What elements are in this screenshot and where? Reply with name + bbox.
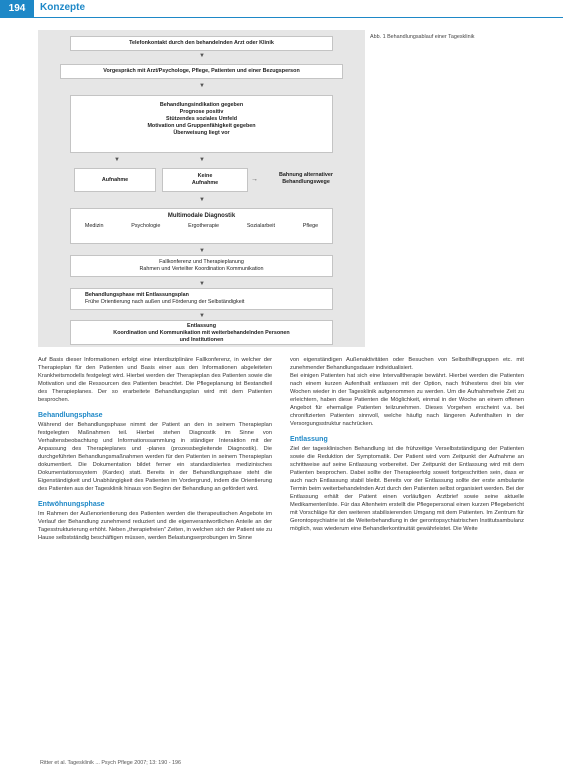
indikation-line: Prognose positiv <box>179 109 224 115</box>
flow-box-behandlungsphase <box>70 288 333 310</box>
flow-box-bahnung <box>263 168 349 192</box>
paragraph: Bei einigen Patienten hat sich eine Intervalltherapie bewährt. Hierbei werden die Patienten nach einem kurzen Aufenthalt entlassen mit der Option, nach frühestens drei bis vier Wochen wieder in der Tagesklinik aufgenommen zu werden. Um die Aufnahmefreie Zeit zu erleichtern, haben diese Patienten die Möglichkeit, einmal in der Woche an einem offenen Angebot für ehemalige Patienten teilzunehmen. Dieses Vorgehen erscheint v.a. bei chronifizierten Patienten sinnvoll, welche häufig nach längeren Aufenthalten in der Versorgungsstruktur nachrücken. <box>290 373 524 427</box>
paragraph: Während der Behandlungsphase nimmt der Patient an den in seinem Therapieplan festgelegten Maßnahmen teil. Hierbei stehen Diagnostik im Sinne von Verhaltensbeobachtung und Informationssammlung in ständiger Interaktion mit der Anpassung des Therapieplanes und -planes (prozessbegleitende Diagnostik). Die durchgeführten Behandlungsmaßnahmen werden für den Patienten in seinem Therapieplan dokumentiert. Die Dokumentation bildet ferner ein standardisiertes medizinisches Dokumentationssystem (Kardex) statt. Bereits in der Behandlungsphase steht die Eigenständigkeit und Unabhängigkeit des Patienten im Vordergrund, indem die Orientierung des Patienten aus der Tagesklinik hinaus von Beginn der Behandlung an gefördert wird. <box>38 422 272 492</box>
ent-line: Koordination und Kommunikation mit weiterbehandelnden Personen <box>113 330 290 336</box>
fall-line: Fallkonferenz und Therapieplanung <box>159 259 244 265</box>
header-rule <box>34 17 563 18</box>
beh-line: Frühe Orientierung nach außen und Förderung der Selbständigkeit <box>85 299 245 305</box>
diagnostik-item: Sozialarbeit <box>246 223 275 229</box>
flowchart <box>38 30 365 347</box>
indikation-line: Überweisung liegt vor <box>173 130 230 136</box>
flow-arrow: ▼ <box>199 248 205 254</box>
flow-arrow: ▼ <box>199 53 205 59</box>
flow-box-aufnahme: Aufnahme <box>74 168 156 192</box>
bahnung-line: Bahnung alternativer <box>279 172 333 178</box>
flow-arrow: ▼ <box>114 157 120 163</box>
flow-arrow: ▼ <box>199 313 205 319</box>
paragraph: Ziel der tagesklinischen Behandlung ist die frühzeitige Verselbstständigung der Patienten sowie die Reduktion der Symptomatik. Der Patient wird vom Zeitpunkt der Aufnahme an schrittweise auf seine Entlassung vorbereitet. Der Zeitpunkt der Entlassung wird mit dem Patienten besprochen. Dabei sollte der Therapieerfolg soweit fortgeschritten sein, dass er auch nach Entlassung stabil bleibt. Bereits vor der Entlassung sollte der erste ambulante Termin beim weiterbehandelnden Arzt durch den Patienten selbst organisiert werden. Bei der Entlassung erhält der Patient einen vorläufigen Arztbrief sowie seine aktuelle Medikamentenliste. Für das Altenheim erstellt die Pflegepersonal einen kurzen Pflegebericht mit Vorschläge für den weiteren stabilisierenden Umgang mit dem Patienten. Im Zentrum für Gerontopsychiatrie ist die Weiterbehandlung in der gerontopsychiatrischen Institutsambulanz möglich, was wiederum eine Behandlerkontinuität gewährleistet. Die Weite <box>290 446 524 532</box>
paragraph: Im Rahmen der Außenorientierung des Patienten werden die therapeutischen Angebote im Verlauf der Behandlung zunehmend reduziert und die eigenverantwortlichen Anteile an der Tagesstrukturierung erhöht. Neben „therapiefreien" Zeiten, in welchen sich der Patient wie zu Hause selbstständig beschäftigen müssen, werden Belastungserprobungen im Sinne <box>38 511 272 541</box>
indikation-line: Motivation und Gruppenfähigkeit gegeben <box>147 123 256 129</box>
heading-behandlungsphase: Behandlungsphase <box>38 412 103 419</box>
flow-box-fallkonferenz <box>70 255 333 277</box>
flow-arrow: ▼ <box>199 281 205 287</box>
keine-line: Aufnahme <box>191 180 219 186</box>
diagnostik-item: Ergotherapie <box>188 223 220 229</box>
page-footer: Ritter et al. Tagesklinik ... Psych Pflege 2007; 13: 190 - 196 <box>40 760 182 766</box>
flow-box-keine-aufnahme <box>162 168 248 192</box>
heading-entwoehnungsphase: Entwöhnungsphase <box>38 501 105 508</box>
page-number: 194 <box>0 0 34 18</box>
keine-line: Keine <box>197 173 213 179</box>
flow-arrow: ▼ <box>199 157 205 163</box>
diagnostik-title: Multimodale Diagnostik <box>167 213 236 219</box>
bahnung-line: Behandlungswege <box>282 179 330 185</box>
right-column <box>290 356 524 533</box>
ent-line: Entlassung <box>186 323 217 329</box>
diagnostik-item: Psychologie <box>131 223 161 229</box>
indikation-title: Behandlungsindikation gegeben <box>159 102 244 108</box>
flow-box-telefonkontakt: Telefonkontakt durch den behandelnden Arzt oder Klinik <box>70 36 333 51</box>
diagnostik-item: Medizin <box>84 223 104 229</box>
flow-box-entlassung <box>70 320 333 345</box>
beh-line: Behandlungsphase mit Entlassungsplan <box>85 292 189 298</box>
section-title: Konzepte <box>40 2 85 13</box>
flow-arrow-right: → <box>251 176 258 183</box>
ent-line: und Institutionen <box>179 337 224 343</box>
flow-box-diagnostik <box>70 208 333 244</box>
page-header <box>0 0 563 22</box>
paragraph: Auf Basis dieser Informationen erfolgt eine interdisziplinäre Fallkonferenz, in welcher der Therapieplan für den Patienten und Basis einer aus den Informationen abgeleiteten Krankheitsmodells festgelegt wird. Hierbei werden der Therapieplan des Patienten sowie die Motivation und die Ressourcen des Patienten beachtet. Die Pflegeplanung ist Bestandteil des Therapieplanes. Der so erarbeitete Behandlungsplan wird mit dem Patienten besprochen. <box>38 357 272 403</box>
flow-box-indikation <box>70 95 333 153</box>
heading-entlassung: Entlassung <box>290 436 328 443</box>
paragraph: von eigenständigen Außenaktivitäten oder Besuchen von Selbsthilfegruppen etc. mit zunehmender Behandlungsdauer individualisiert. <box>290 357 524 371</box>
flow-arrow: ▼ <box>199 83 205 89</box>
indikation-line: Stützendes soziales Umfeld <box>166 116 237 122</box>
diagnostik-item: Pflege <box>302 223 319 229</box>
figure-caption: Abb. 1 Behandlungsablauf einer Tagesklinik <box>370 34 475 40</box>
diagnostik-items <box>71 223 332 230</box>
left-column <box>38 356 272 542</box>
flow-arrow: ▼ <box>199 197 205 203</box>
fall-line: Rahmen und Verteilter Koordination Kommunikation <box>139 266 264 272</box>
flow-box-vorgespraech: Vorgespräch mit Arzt/Psychologe, Pflege, Patienten und einer Bezugsperson <box>60 64 343 79</box>
